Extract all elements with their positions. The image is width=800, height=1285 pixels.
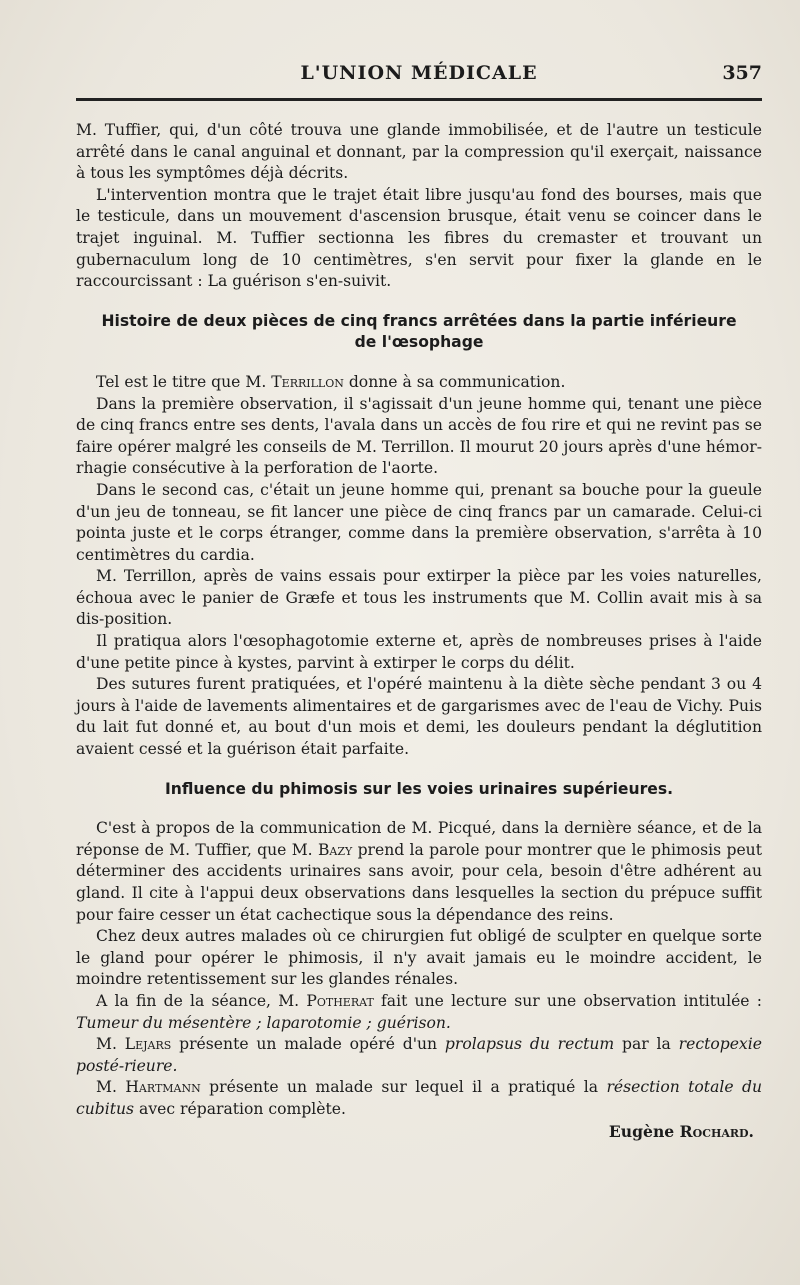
signature: Eugène Rochard. bbox=[608, 1121, 754, 1141]
author-name-bazy: Bazy bbox=[317, 840, 353, 859]
paragraph-4: Dans la première observation, il s'agissait d'un jeune homme qui, tenant une pièce de cinq francs entre ses dents, l'avala dans un accès de fou rire et qui ne revint pas se faire opérer malgré les conseils de M. Terrillon. Il mourut 20 jours après d'une hémor-rhagie consécutive à la perforation de l'aorte. bbox=[76, 394, 762, 478]
paragraph-3: Tel est le titre que M. Terrillon donne à sa communication. bbox=[96, 372, 566, 391]
section-heading-phimosis: Influence du phimosis sur les voies urinaires supérieures. bbox=[164, 779, 674, 798]
header-rule bbox=[76, 98, 762, 101]
section-heading-line-1: Histoire de deux pièces de cinq francs arrêtées dans la partie inférieure bbox=[101, 311, 737, 330]
author-name-terrillon: Terrillon bbox=[271, 372, 344, 391]
section-heading-oesophage bbox=[76, 311, 762, 354]
paragraph-11: A la fin de la séance, M. Potherat fait une lecture sur une observation intitulée : Tumeur du mésentère ; laparotomie ; guérison. bbox=[76, 991, 762, 1032]
paragraph-12: M. Lejars présente un malade opéré d'un prolapsus du rectum par la rectopexie posté-rieure. bbox=[76, 1035, 762, 1075]
author-name-lejars: Lejars bbox=[124, 1035, 172, 1054]
paragraph-8: Des sutures furent pratiquées, et l'opéré maintenu à la diète sèche pendant 3 ou 4 jours à l'aide de lavements alimentaires et de gargarismes avec de l'eau de Vichy. Puis du lait fut donné et, au bout d'un mois et demi, les douleurs pendant la déglutition avaient cessé et la guérison était parfaite. bbox=[76, 675, 762, 759]
paragraph-13: M. Hartmann présente un malade sur lequel il a pratiqué la résection totale du cubitus avec réparation complète. bbox=[76, 1078, 762, 1118]
paragraph-7: Il pratiqua alors l'œsophagotomie externe et, après de nombreuses prises à l'aide d'une petite pince à kystes, parvint à extirper le corps du délit. bbox=[76, 632, 762, 672]
observation-title: Tumeur du mésentère ; laparotomie ; guérison. bbox=[76, 1013, 451, 1032]
paragraph-5: Dans le second cas, c'était un jeune homme qui, prenant sa bouche pour la gueule d'un jeu de tonneau, se fit lancer une pièce de cinq francs par un camarade. Celui-ci pointa juste et le corps étranger, comme dans la première observation, s'arrêta à 10 centimètres du cardia. bbox=[76, 480, 762, 564]
running-head bbox=[76, 60, 762, 90]
paragraph-1: M. Tuffier, qui, d'un côté trouva une glande immobilisée, et de l'autre un testicule arrêté dans le canal anguinal et donnant, par la compression qu'il exerçait, naissance à tous les symptômes déjà décrits. bbox=[76, 121, 762, 183]
paragraph-10: Chez deux autres malades où ce chirurgien fut obligé de sculpter en quelque sorte le gland pour opérer le phimosis, il n'y avait jamais eu le moindre accident, le moindre retentissement sur les glandes rénales. bbox=[76, 927, 762, 989]
paragraph-6: M. Terrillon, après de vains essais pour extirper la pièce par les voies naturelles, échoua avec le panier de Græfe et tous les instruments que M. Collin avait mis à sa dis-position. bbox=[76, 567, 762, 629]
article-body bbox=[76, 120, 762, 1142]
paragraph-9: C'est à propos de la communication de M. Picqué, dans la dernière séance, et de la réponse de M. Tuffier, que M. Bazy prend la parole pour montrer que le phimosis peut déterminer des accidents urinaires sans avoir, pour cela, besoin d'être adhérent au gland. Il cite à l'appui deux observations dans lesquelles la section du prépuce suffit pour faire cesser un état cachectique sous la dépendance des reins. bbox=[76, 819, 762, 924]
author-name-hartmann: Hartmann bbox=[125, 1078, 201, 1097]
author-name-potherat: Potherat bbox=[306, 991, 374, 1010]
journal-title: L'UNION MÉDICALE bbox=[300, 62, 538, 84]
page-number: 357 bbox=[722, 62, 762, 84]
signature-surname: Rochard. bbox=[679, 1121, 754, 1141]
section-heading-line-2: de l'œsophage bbox=[354, 333, 484, 352]
paragraph-2: L'intervention montra que le trajet était libre jusqu'au fond des bourses, mais que le testicule, dans un mouvement d'ascension brusque, était venu se coincer dans le trajet inguinal. M. Tuffier sectionna les fibres du cremaster et trouvant un gubernaculum long de 10 centimètres, s'en servit pour fixer la glande en le raccourcissant : La guérison s'en-suivit. bbox=[76, 185, 762, 291]
